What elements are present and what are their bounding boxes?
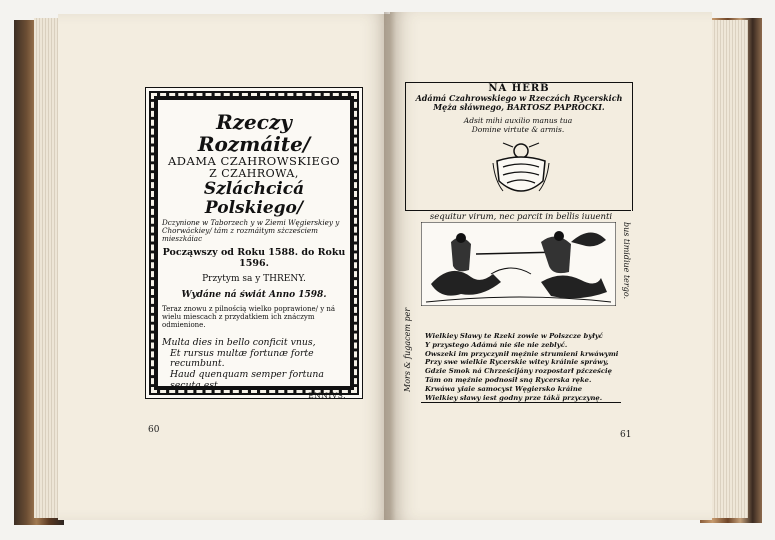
woodcut-top-text: sequitur virum, nec parcit in bellis iuuenti [429, 212, 613, 222]
poem-block [425, 332, 625, 403]
title-line-9: Teraz znowu z pilnością wielko poprawione/ y ná wielu miescach z przydatkiem ich znáczym odmienione. [162, 305, 336, 329]
latin-verse [162, 338, 346, 391]
page-number-right: 61 [620, 430, 632, 440]
title-line-4: Szláchcicá Polskiego/ [203, 179, 305, 218]
verse-line-1: Multa dies in bello conficit vnus, [162, 337, 316, 349]
poem-line: Wielkiey sławy iest godny prze tákä przyczynę. [425, 393, 603, 402]
heading-box [405, 82, 633, 211]
title-page-plate [145, 87, 363, 399]
poem-line: Gdzie Smok ná Chrześcijány rozpostarł pźcześcię [425, 367, 612, 376]
heading-subtitle: Adámá Czahrowskiego w Rzeczách Rycerskich Męża słáwnego, BARTOSZ PAPROCKI. [415, 93, 623, 112]
woodcut-right-text: bus timidiue tergo. [622, 222, 631, 300]
book-gutter [384, 12, 396, 520]
title-text-block [162, 104, 346, 400]
title-line-2: ADAMA CZAHROWSKIEGO [167, 154, 341, 169]
poem-line: Przy swe wielkie Rycerskie witey kráinie spráwy, [425, 358, 609, 367]
battle-woodcut-image [421, 222, 616, 306]
title-line-8: Wydáne ná świát Anno 1598. [181, 289, 327, 300]
woodcut-left-text: Mors & fugacem per [403, 307, 412, 392]
page-number-left: 60 [148, 425, 160, 435]
poem-line: Wielkiey Sławy te Rzeki zowie w Polszcze byłyć [425, 332, 603, 340]
title-line-7: Przytym sa y THRENY. [202, 273, 306, 284]
title-line-3: Z CZAHROWA, [209, 166, 299, 180]
verse-line-2: Et rursus multæ fortunæ forte recumbunt. [170, 347, 314, 370]
coat-of-arms-plate [405, 82, 631, 405]
poem-line: Tám on męźnie podnosił sną Rycerska ręke. [425, 376, 592, 385]
title-line-6: Począwszy od Roku 1588. do Roku 1596. [162, 247, 346, 269]
poem-line: Krwáwa yiaie samocyst Węgiersko kráine [425, 384, 583, 393]
verse-line-3: Haud quenquam semper fortuna secuta est. [170, 369, 324, 391]
title-line-1: Rzeczy Rozmáite/ [197, 110, 311, 156]
heading-motto: Adsit mihi auxilio manus tua Domine virtute & armis. [463, 115, 573, 134]
poem-line: Owszeki im przyczynił męźnie strumieni krwáwymi [425, 349, 619, 358]
verse-author: ENNIVS. [308, 390, 346, 400]
coat-of-arms-icon [491, 141, 551, 203]
heading-title: NA HERB [488, 83, 550, 94]
title-line-5: Dczynione w Taborzech y w Ziemi Węgierskiey y Chorwáckiey/ tám z rozmáitym sżcześciem mieszkáiac [162, 218, 340, 243]
poem-line: Y przystego Adámá nie śle nie zeblyć. [425, 340, 568, 349]
